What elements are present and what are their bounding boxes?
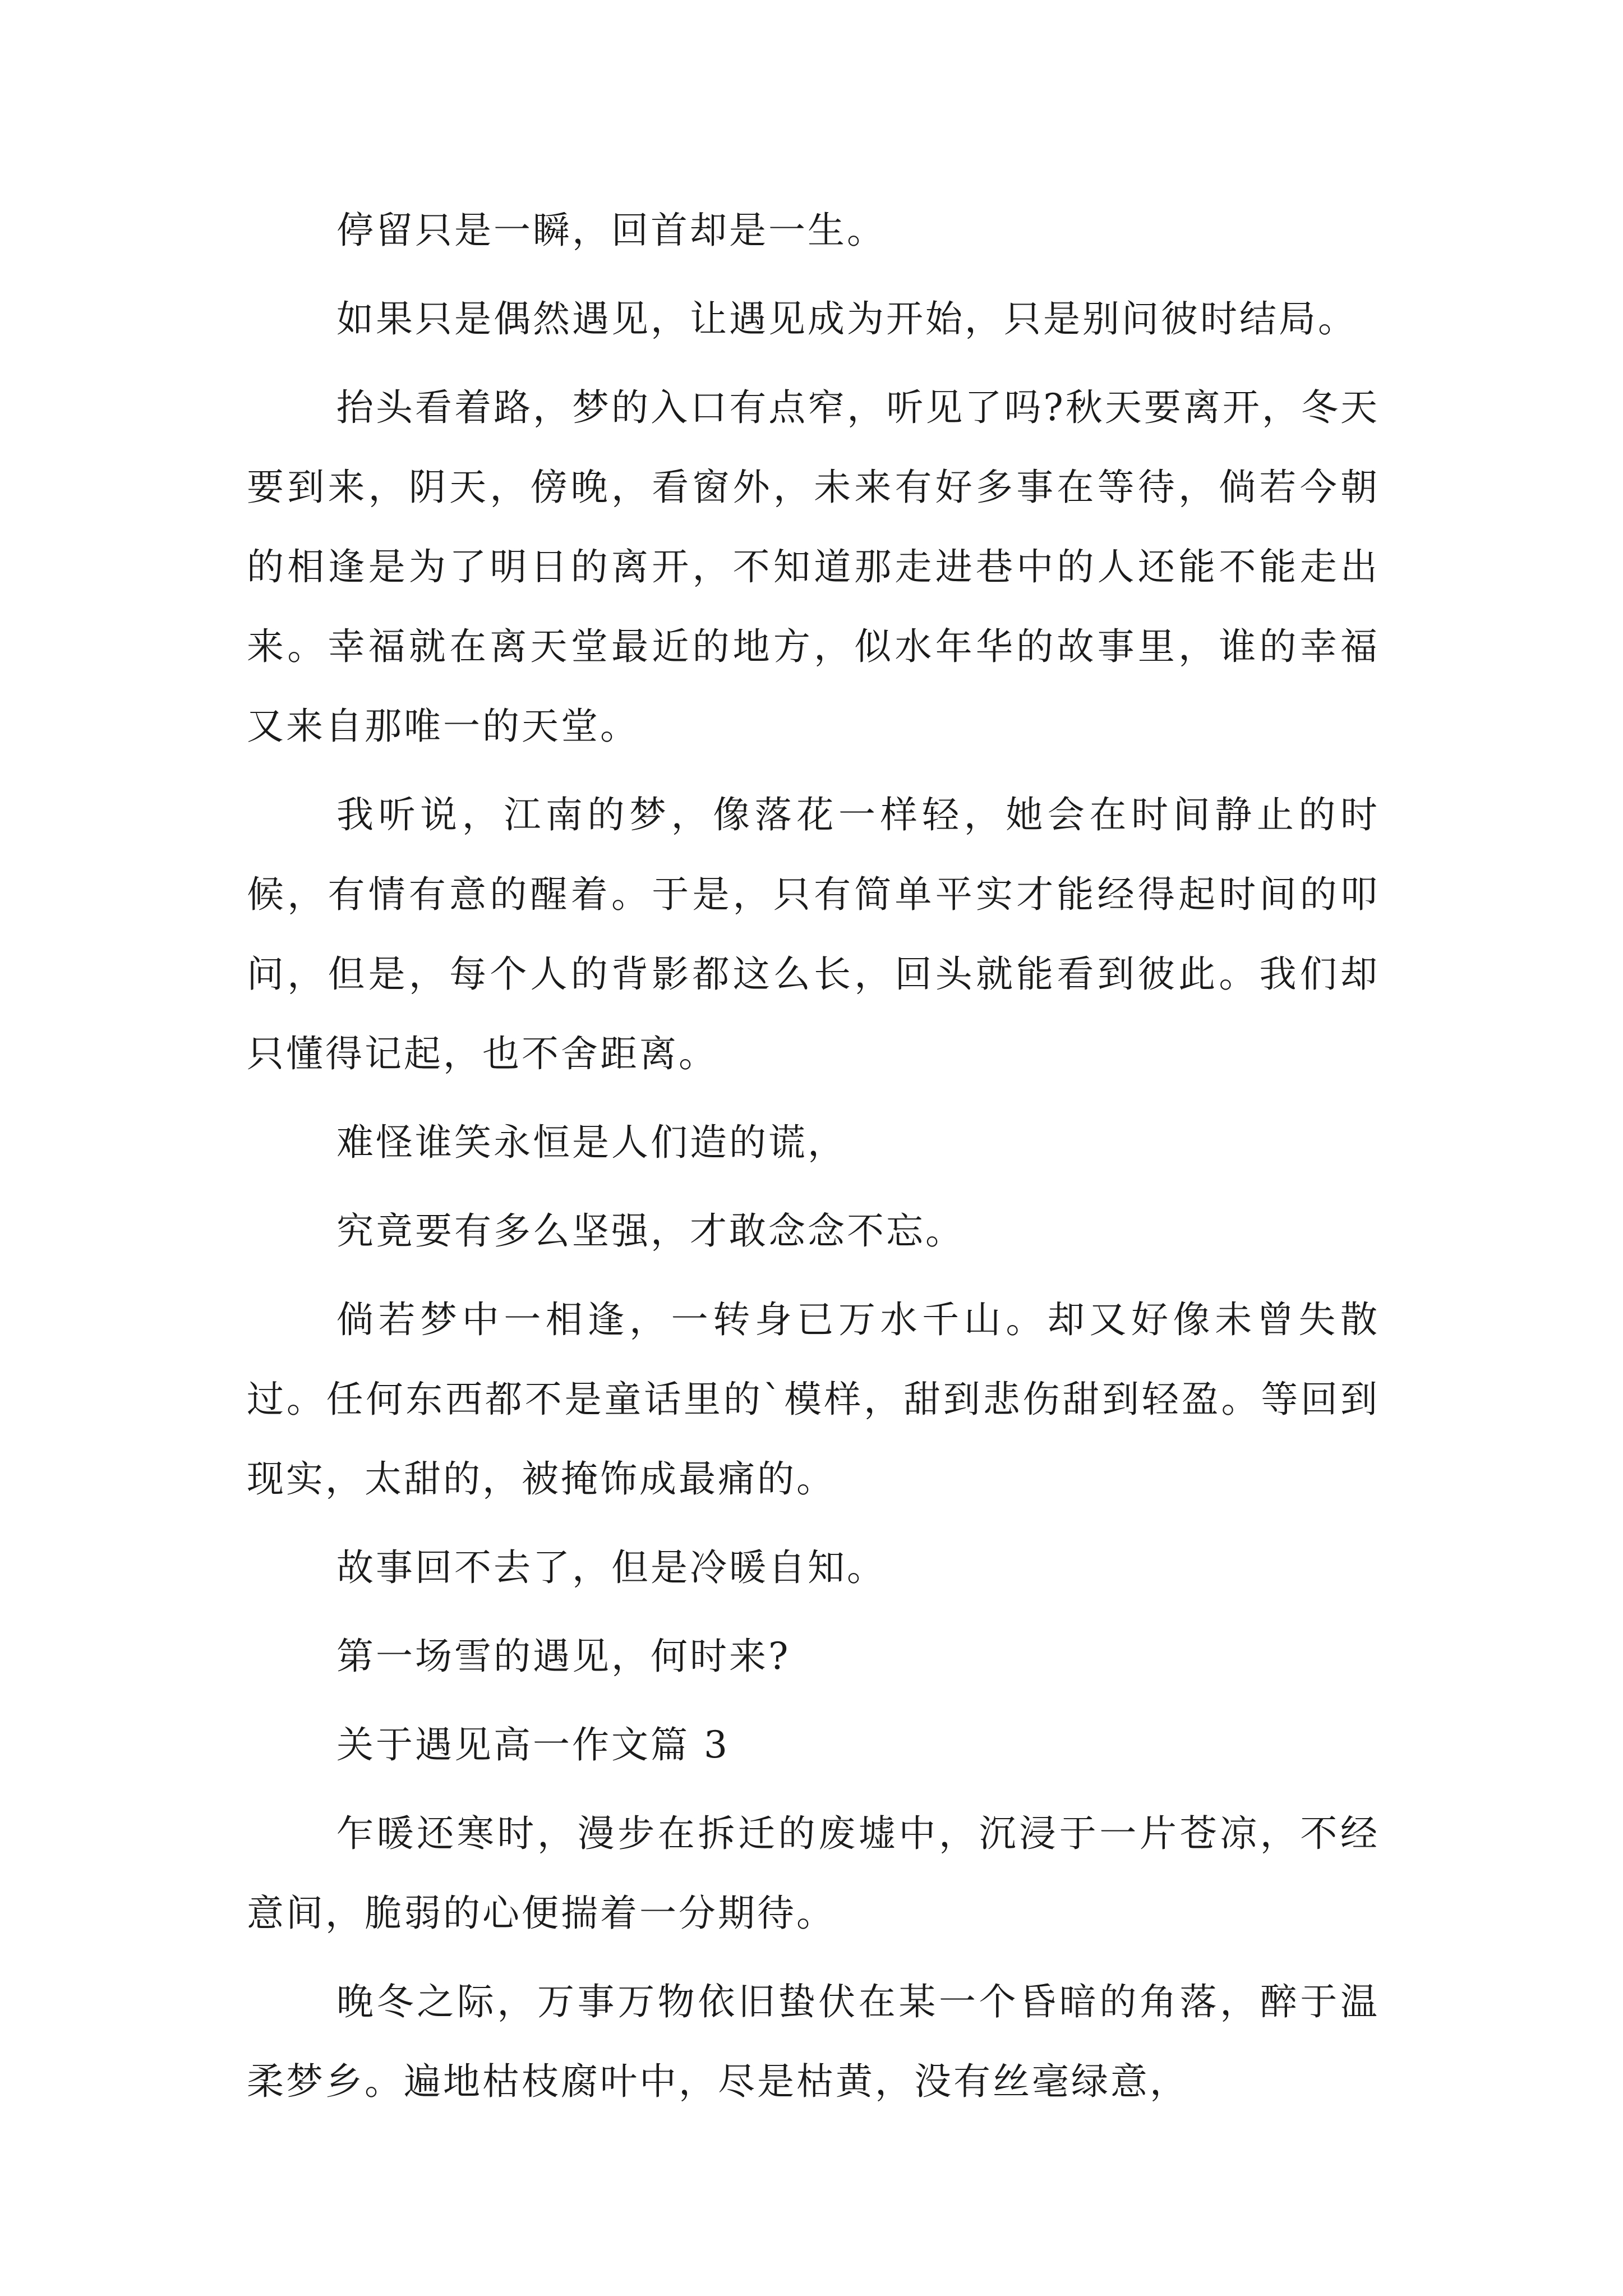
paragraph: 停留只是一瞬，回首却是一生。: [336, 209, 886, 252]
document-body: [247, 191, 1380, 2122]
paragraph: 如果只是偶然遇见，让遇见成为开始，只是别问彼时结局。: [336, 297, 1357, 341]
paragraph: 我听说，江南的梦，像落花一样轻，她会在时间静止的时候，有情有意的醒着。于是，只有简单平实才能经得起时间的叩问，但是，每个人的背影都这么长，回头就能看到彼此。我们却只懂得记起，也不舍距离。: [247, 793, 1380, 1075]
paragraph: 倘若梦中一相逢，一转身已万水千山。却又好像未曾失散过。任何东西都不是童话里的`模样，甜到悲伤甜到轻盈。等回到现实，太甜的，被掩饰成最痛的。: [247, 1298, 1380, 1501]
paragraph: 晚冬之际，万事万物依旧蛰伏在某一个昏暗的角落，醉于温柔梦乡。遍地枯枝腐叶中，尽是枯黄，没有丝毫绿意，: [247, 1980, 1380, 2103]
paragraph: 乍暖还寒时，漫步在拆迁的废墟中，沉浸于一片苍凉，不经意间，脆弱的心便揣着一分期待。: [247, 1812, 1380, 1935]
paragraph: 难怪谁笑永恒是人们造的谎，: [336, 1121, 847, 1164]
paragraph: 究竟要有多么坚强，才敢念念不忘。: [336, 1209, 965, 1253]
paragraph: 第一场雪的遇见，何时来?: [336, 1635, 791, 1678]
paragraph: 故事回不去了，但是冷暖自知。: [336, 1546, 886, 1589]
section-heading: 关于遇见高一作文篇 3: [336, 1723, 730, 1766]
paragraph: 抬头看着路，梦的入口有点窄，听见了吗?秋天要离开，冬天要到来，阴天，傍晚，看窗外，未来有好多事在等待，倘若今朝的相逢是为了明日的离开，不知道那走进巷中的人还能不能走出来。幸福就在离天堂最近的地方，似水年华的故事里，谁的幸福又来自那唯一的天堂。: [247, 386, 1380, 748]
